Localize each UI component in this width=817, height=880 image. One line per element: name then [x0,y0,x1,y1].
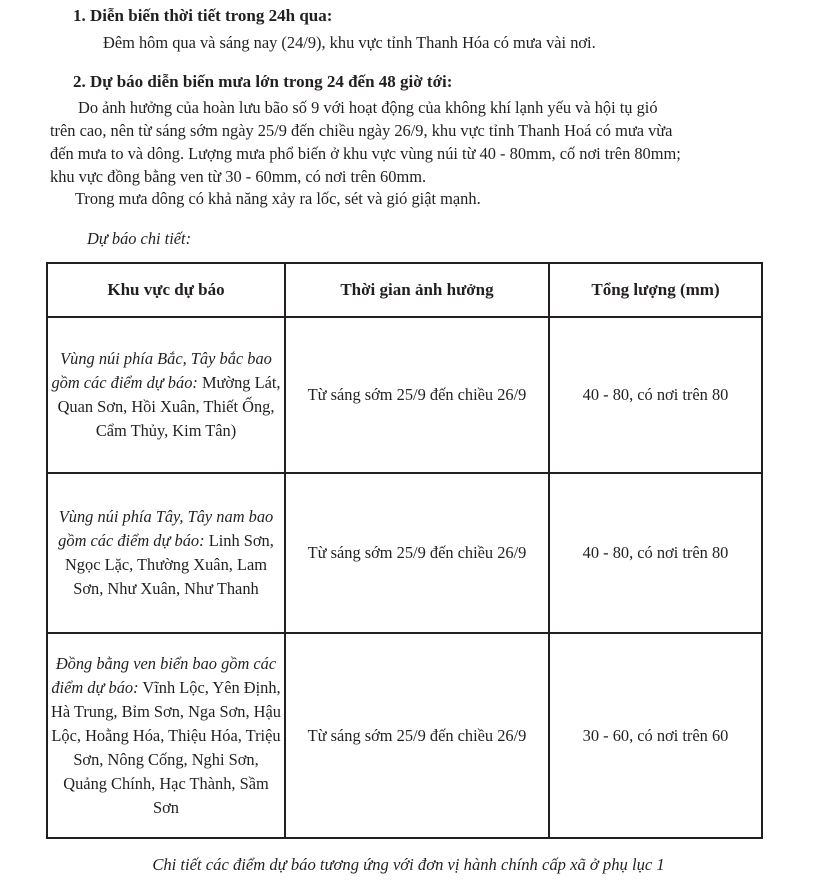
time-cell: Từ sáng sớm 25/9 đến chiều 26/9 [285,317,549,473]
area-cell [47,473,285,633]
area-label: Đồng bằng ven biển bao gồm các điểm dự báo: [51,653,277,697]
storm-warning-text: Trong mưa dông có khả năng xảy ra lốc, sét và gió giật mạnh. [75,189,481,208]
table-row [47,317,762,473]
section2-paragraph-line: khu vực đồng bằng ven từ 30 - 60mm, có nơi trên 60mm. [50,167,427,186]
table-header-row [47,263,762,317]
section2-paragraph-line: Do ảnh hưởng của hoàn lưu bão số 9 với hoạt động của không khí lạnh yếu và hội tụ gió [78,98,658,117]
table-row [47,473,762,633]
area-label: Vùng núi phía Bắc, Tây bắc bao gồm các điểm dự báo: [51,349,272,392]
section2-paragraph-line: trên cao, nên từ sáng sớm ngày 25/9 đến chiều ngày 26/9, khu vực tỉnh Thanh Hoá có mưa vừa [50,121,673,140]
detail-forecast-label: Dự báo chi tiết: [87,229,192,248]
header-amount: Tổng lượng (mm) [549,263,762,317]
area-points: Linh Sơn, Ngọc Lặc, Thường Xuân, Lam Sơn, Như Xuân, Như Thanh [64,531,274,598]
area-label: Vùng núi phía Tây, Tây nam bao gồm các điểm dự báo: [58,507,274,550]
time-cell: Từ sáng sớm 25/9 đến chiều 26/9 [285,473,549,633]
header-time: Thời gian ảnh hưởng [285,263,549,317]
area-cell [47,317,285,473]
area-points: Mường Lát, Quan Sơn, Hồi Xuân, Thiết Ống, Cẩm Thủy, Kim Tân) [57,373,281,440]
table-row [47,633,762,838]
table-caption: Chi tiết các điểm dự báo tương ứng với đơn vị hành chính cấp xã ở phụ lục 1 [152,855,665,874]
header-area: Khu vực dự báo [47,263,285,317]
time-cell: Từ sáng sớm 25/9 đến chiều 26/9 [285,633,549,838]
section2-heading: 2. Dự báo diễn biến mưa lớn trong 24 đến 48 giờ tới: [73,72,453,91]
amount-cell: 40 - 80, có nơi trên 80 [549,317,762,473]
section1-text: Đêm hôm qua và sáng nay (24/9), khu vực tỉnh Thanh Hóa có mưa vài nơi. [103,33,596,52]
section1-heading: 1. Diễn biến thời tiết trong 24h qua: [73,6,333,25]
amount-cell: 40 - 80, có nơi trên 80 [549,473,762,633]
area-cell [47,633,285,838]
forecast-table [46,262,763,839]
amount-cell: 30 - 60, có nơi trên 60 [549,633,762,838]
section2-paragraph-line: đến mưa to và dông. Lượng mưa phổ biến ở khu vực vùng núi từ 40 - 80mm, cố nơi trên 80mm; [50,144,681,163]
area-points: Vĩnh Lộc, Yên Định, Hà Trung, Bỉm Sơn, Nga Sơn, Hậu Lộc, Hoằng Hóa, Thiệu Hóa, Triệu Sơn, Nông Cống, Nghi Sơn, Quảng Chính, Hạc Thành, Sầm Sơn [51,677,281,817]
